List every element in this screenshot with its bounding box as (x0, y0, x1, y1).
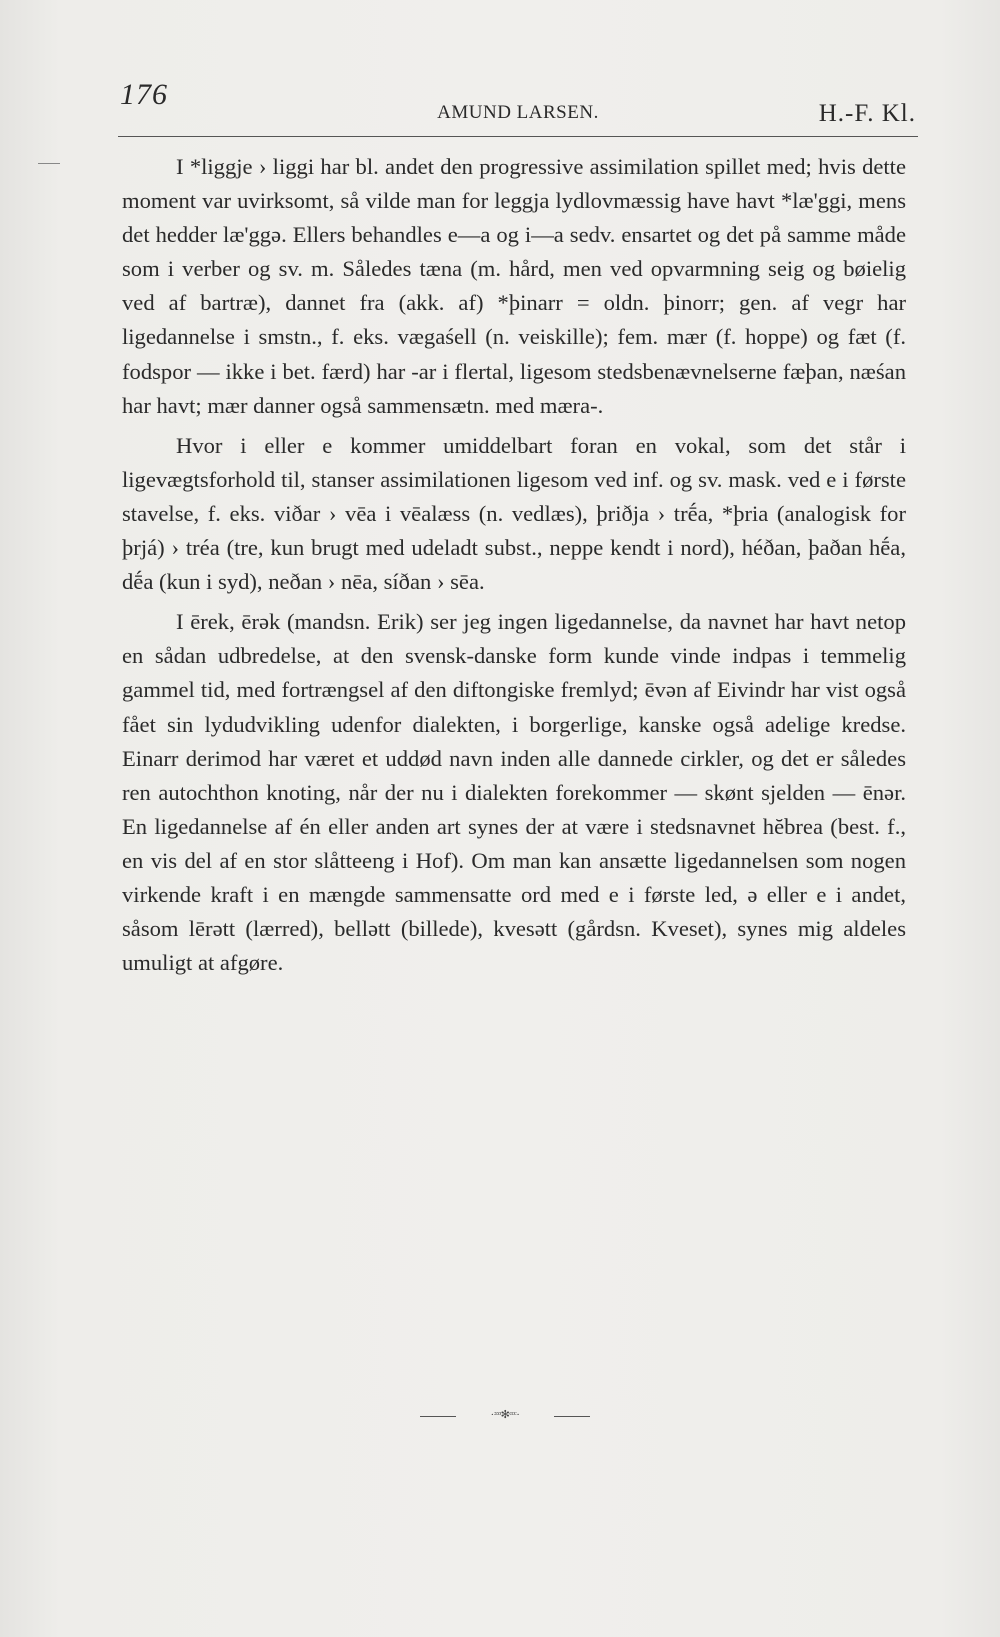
end-ornament: ·ᵓᵓᵓ✻ᶜᶜᶜ· (420, 1408, 590, 1421)
body-text (122, 150, 906, 986)
page-header (120, 78, 916, 127)
paragraph: I *liggje › liggi har bl. andet den progressive assimilation spillet med; hvis dette moment var uvirksomt, så vilde man for leggja lydlovmæssig have havt *læ'ggi, mens det hedder læ'ggə. Ellers behandles e—a og i—a sedv. ensartet og det på samme måde som i verber og sv. m. Således tæna (m. hård, men ved opvarmning seig og bøielig ved af bartræ), dannet fra (akk. af) *þinarr = oldn. þinorr; gen. af vegr har ligedannelse i smstn., f. eks. vægaśell (n. veiskille); fem. mær (f. hoppe) og fæt (f. fodspor — ikke i bet. færd) har -ar i flertal, ligesom stedsbenævnelserne fæþan, næśan har havt; mær danner også sammensætn. med mæra-. (122, 154, 906, 418)
running-title: AMUND LARSEN. (437, 102, 599, 123)
section-mark: H.-F. Kl. (818, 100, 916, 127)
paragraph: Hvor i eller e kommer umiddelbart foran en vokal, som det står i ligevægtsforhold til, stanser assimilationen ligesom ved inf. og sv. mask. ved e i første stavelse, f. eks. viðar › vēa i vēalæss (n. vedlæs), þriðja › trḗa, *þria (analogisk for þrjá) › tréa (tre, kun brugt med udeladt subst., neppe kendt i nord), héðan, þaðan hḗa, dḗa (kun i syd), neðan › nēa, síðan › sēa. (122, 432, 906, 595)
header-rule (118, 136, 918, 137)
margin-dash-mark (38, 163, 60, 164)
paragraph: I ērek, ērək (mandsn. Erik) ser jeg ingen ligedannelse, da navnet har havt netop en sådan udbredelse, at den svensk-danske form kunde vinde indpas i temmelig gammel tid, med fortrængsel af den diftongiske fremlyd; ēvən af Eivindr har vist også fået sin lydudvikling udenfor dialekten, i borgerlige, kanske også adelige kredse. Einarr derimod har været et uddød navn inden alle dannede cirkler, og det er således ren autochthon knoting, når der nu i dialekten forekommer — skønt sjelden — ēnər. En ligedannelse af én eller anden art synes der at være i stedsnavnet hĕbrea (best. f., en vis del af en stor slåtteeng i Hof). Om man kan ansætte ligedannelsen som nogen virkende kraft i en mængde sammensatte ord med e i første led, ə eller e i andet, såsom lērətt (lærred), bellətt (billede), kvesətt (gårdsn. Kveset), synes mig aldeles umuligt at afgøre. (122, 609, 906, 976)
page-number: 176 (120, 78, 168, 111)
